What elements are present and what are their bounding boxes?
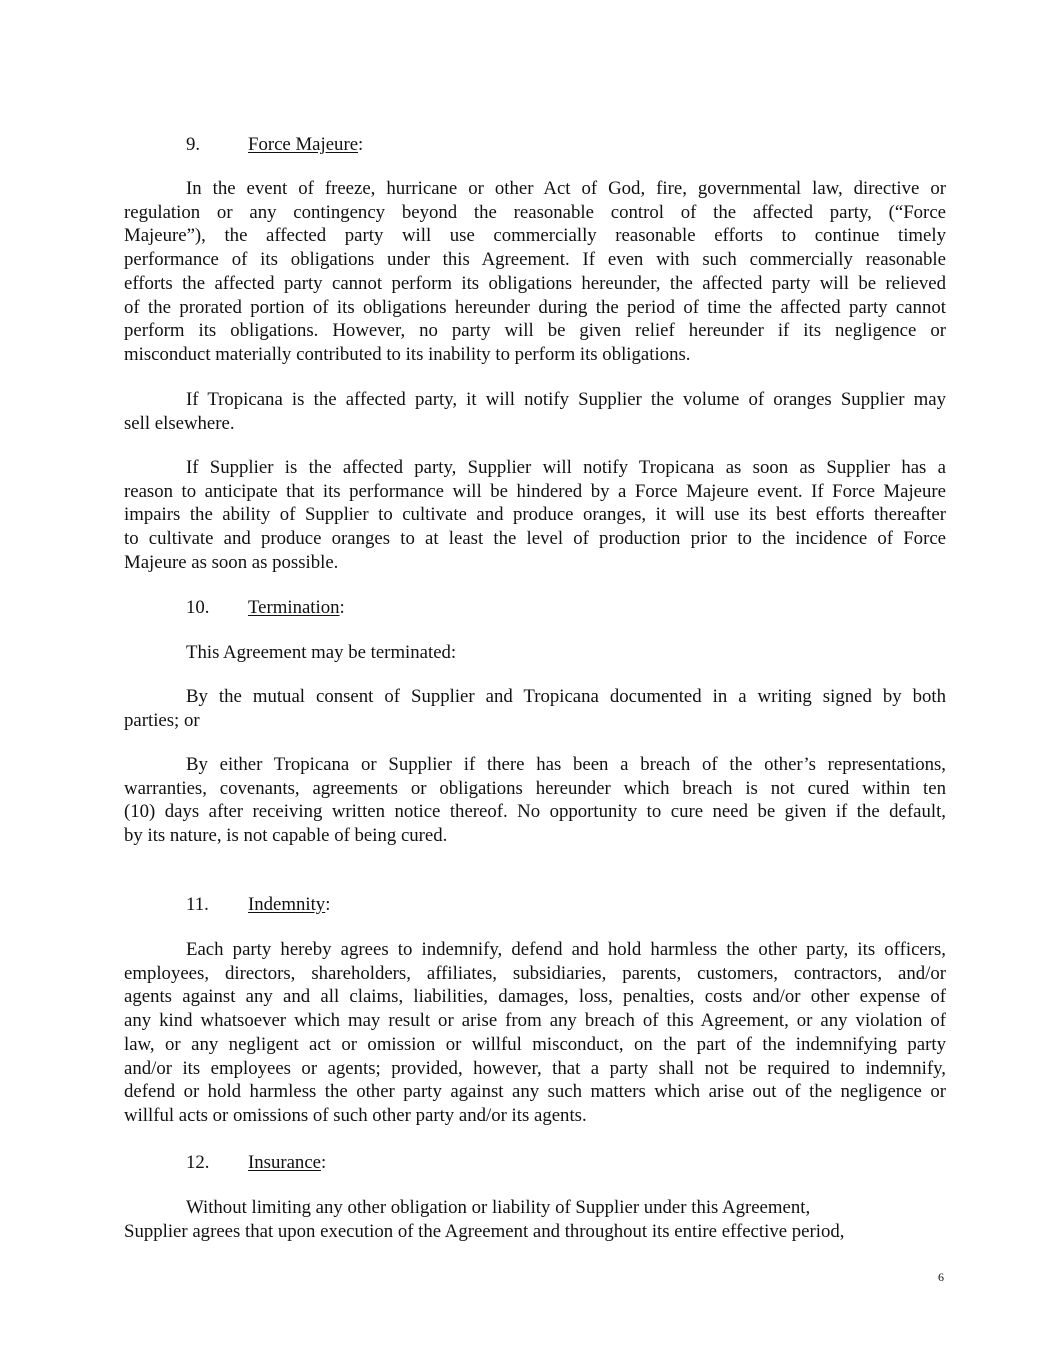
paragraph-line: perform its obligations. However, no party will be given relief hereunder if its negligence or <box>124 320 946 342</box>
paragraph-line: to cultivate and produce oranges to at least the level of production prior to the incidence of Force <box>124 528 946 550</box>
section-colon: : <box>358 134 364 155</box>
paragraph <box>124 753 946 848</box>
paragraph-line: Majeure”), the affected party will use commercially reasonable efforts to continue timely <box>124 225 946 247</box>
section-colon: : <box>321 1152 327 1173</box>
paragraph-line: Each party hereby agrees to indemnify, defend and hold harmless the other party, its officers, <box>186 939 946 960</box>
section-number: 12. <box>186 1152 210 1173</box>
paragraph <box>124 177 946 367</box>
paragraph-line: reason to anticipate that its performance will be hindered by a Force Majeure event. If Force Majeure <box>124 480 946 502</box>
paragraph-line: performance of its obligations under this Agreement. If even with such commercially reasonable <box>124 249 946 271</box>
paragraph-line: By either Tropicana or Supplier if there has been a breach of the other’s representations, <box>186 754 946 775</box>
paragraph <box>124 641 946 665</box>
paragraph-line: Majeure as soon as possible. <box>124 551 339 573</box>
section-number: 9. <box>186 134 201 155</box>
paragraph-line: any kind whatsoever which may result or arise from any breach of this Agreement, or any violation of <box>124 1010 946 1032</box>
section-title: Insurance <box>248 1152 321 1173</box>
section-number: 10. <box>186 597 210 618</box>
paragraph-line: This Agreement may be terminated: <box>186 642 457 663</box>
section-heading <box>186 133 363 157</box>
section-title: Termination <box>248 597 340 618</box>
section-number: 11. <box>186 894 209 915</box>
section-title: Force Majeure <box>248 134 359 155</box>
section-colon: : <box>339 597 345 618</box>
paragraph-line: By the mutual consent of Supplier and Tropicana documented in a writing signed by both <box>186 686 946 707</box>
section-heading <box>186 1151 326 1175</box>
section-heading <box>186 596 345 620</box>
paragraph-line: misconduct materially contributed to its inability to perform its obligations. <box>124 343 691 365</box>
paragraph-line: warranties, covenants, agreements or obligations hereunder which breach is not cured within ten <box>124 777 946 799</box>
paragraph-line: defend or hold harmless the other party against any such matters which arise out of the negligence or <box>124 1081 946 1103</box>
section-colon: : <box>325 894 331 915</box>
paragraph <box>124 388 946 435</box>
paragraph-line: sell elsewhere. <box>124 412 235 434</box>
paragraph-line: by its nature, is not capable of being cured. <box>124 825 448 847</box>
paragraph-line: willful acts or omissions of such other party and/or its agents. <box>124 1104 587 1126</box>
paragraph-line: parties; or <box>124 709 200 731</box>
paragraph-line: In the event of freeze, hurricane or other Act of God, fire, governmental law, directive or <box>186 178 946 199</box>
paragraph-line: If Tropicana is the affected party, it will notify Supplier the volume of oranges Supplier may <box>186 389 946 410</box>
page-number: 6 <box>938 1270 944 1284</box>
paragraph-line: Supplier agrees that upon execution of the Agreement and throughout its entire effective period, <box>124 1220 845 1242</box>
paragraph <box>124 456 946 575</box>
paragraph-line: efforts the affected party cannot perform its obligations hereunder, the affected party will be relieved <box>124 272 946 294</box>
paragraph-line: and/or its employees or agents; provided, however, that a party shall not be required to indemnify, <box>124 1057 946 1079</box>
paragraph-line: of the prorated portion of its obligations hereunder during the period of time the affected party cannot <box>124 296 946 318</box>
paragraph-line: impairs the ability of Supplier to cultivate and produce oranges, it will use its best efforts thereafter <box>124 504 946 526</box>
section-title: Indemnity <box>248 894 326 915</box>
paragraph <box>124 938 946 1128</box>
paragraph-line: Without limiting any other obligation or liability of Supplier under this Agreement, <box>186 1197 811 1218</box>
section-heading <box>186 893 330 917</box>
paragraph <box>124 1196 946 1243</box>
paragraph-line: (10) days after receiving written notice thereof. No opportunity to cure need be given if the default, <box>124 801 946 823</box>
paragraph-line: law, or any negligent act or omission or willful misconduct, on the part of the indemnifying party <box>124 1033 946 1055</box>
paragraph <box>124 685 946 732</box>
paragraph-line: employees, directors, shareholders, affiliates, subsidiaries, parents, customers, contractors, and/or <box>124 962 946 984</box>
paragraph-line: If Supplier is the affected party, Supplier will notify Tropicana as soon as Supplier has a <box>186 457 946 478</box>
paragraph-line: agents against any and all claims, liabilities, damages, loss, penalties, costs and/or other expense of <box>124 986 946 1008</box>
paragraph-line: regulation or any contingency beyond the reasonable control of the affected party, (“Force <box>124 201 946 223</box>
